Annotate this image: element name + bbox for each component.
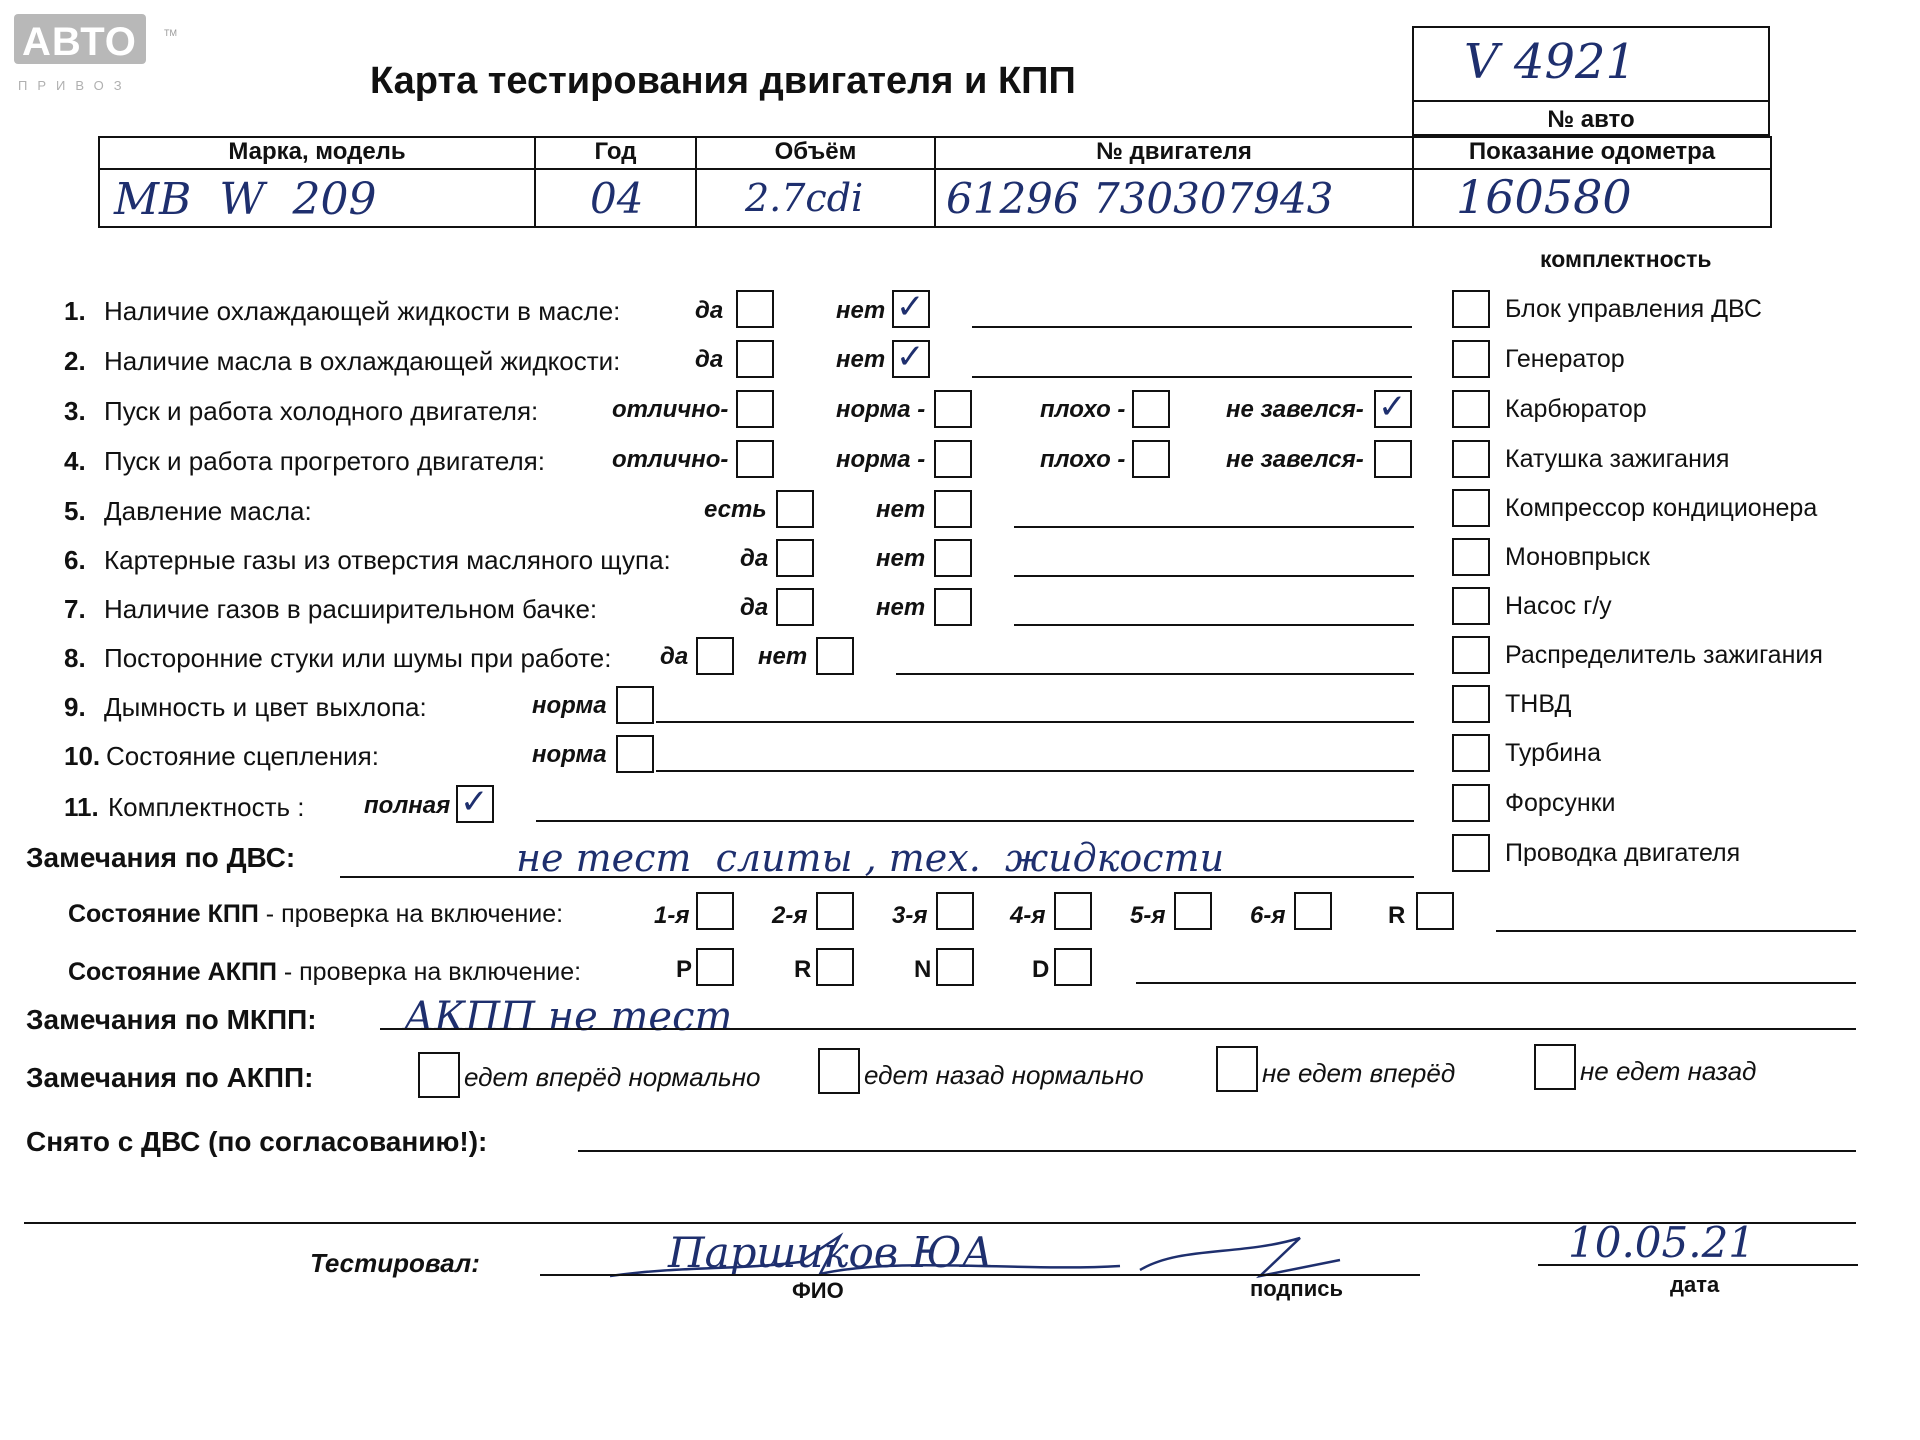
completeness-checkbox[interactable] [1452, 734, 1490, 772]
remarks-ice-line [340, 876, 1414, 878]
row-text: Пуск и работа прогретого двигателя: [104, 446, 545, 476]
completeness-item: Генератор [1505, 345, 1625, 373]
yes-checkbox[interactable] [776, 588, 814, 626]
vehicle-info-table [98, 136, 1772, 228]
comment-line [896, 673, 1414, 675]
row-number: 3. [64, 396, 86, 426]
option-label: плохо - [1040, 446, 1126, 473]
remarks-akpp-label: Замечания по АКПП: [26, 1062, 314, 1093]
mode-label: R [794, 956, 812, 983]
comment-line [972, 326, 1412, 328]
signature-icon [600, 1226, 1360, 1286]
option-label: да [695, 346, 724, 373]
completeness-checkbox[interactable] [1452, 390, 1490, 428]
completeness-checkbox[interactable] [1452, 685, 1490, 723]
mode-checkbox[interactable] [936, 948, 974, 986]
option-label: нет [876, 594, 926, 621]
no-checkbox-checked[interactable] [892, 337, 930, 378]
akpp-forward-ok-checkbox[interactable] [418, 1052, 460, 1098]
yes-checkbox[interactable] [696, 637, 734, 675]
page-title: Карта тестирования двигателя и КПП [370, 60, 1076, 102]
tester-name[interactable]: Паршиков ЮА [668, 1228, 994, 1277]
akpp-option-label: не едет назад [1580, 1056, 1757, 1086]
akpp-no-backward-checkbox[interactable] [1534, 1044, 1576, 1090]
gear-label: 6-я [1250, 902, 1286, 929]
completeness-checkbox[interactable] [1452, 784, 1490, 822]
completeness-checkbox[interactable] [1452, 636, 1490, 674]
akpp-label-rest: - проверка на включение: [276, 958, 582, 986]
option-label: нет [836, 297, 886, 324]
normal-checkbox[interactable] [616, 686, 654, 724]
row-text: Пуск и работа холодного двигателя: [104, 396, 539, 426]
akpp-no-forward-checkbox[interactable] [1216, 1046, 1258, 1092]
remarks-mkpp-line [380, 1028, 1856, 1030]
signature-label: подпись [1250, 1276, 1343, 1301]
no-checkbox[interactable] [816, 637, 854, 675]
akpp-comment-line [1136, 982, 1856, 984]
completeness-item: Турбина [1505, 739, 1601, 767]
car-number-value: V 4921 [1464, 34, 1637, 90]
row-number: 6. [64, 545, 86, 575]
row-text: Наличие масла в охлаждающей жидкости: [104, 346, 621, 376]
car-number-label: № авто [1547, 106, 1635, 133]
akpp-option-label: едет назад нормально [864, 1060, 1144, 1090]
normal-checkbox[interactable] [934, 440, 972, 478]
check-mark-icon: ✓ [460, 782, 489, 822]
remarks-ice-label: Замечания по ДВС: [26, 842, 296, 873]
completeness-checkbox[interactable] [1452, 538, 1490, 576]
option-label: не завелся- [1226, 396, 1364, 423]
excellent-checkbox[interactable] [736, 440, 774, 478]
kpp-label-bold: Состояние КПП [68, 900, 259, 928]
car-number-box [1412, 26, 1770, 136]
option-label: отлично- [612, 446, 729, 473]
mode-label: N [914, 956, 932, 983]
row-text: Комплектность : [108, 792, 305, 822]
gear-checkbox[interactable] [1174, 892, 1212, 930]
date-line [1538, 1264, 1858, 1266]
row-text: Наличие газов в расширительном бачке: [104, 594, 598, 624]
gear-label: 3-я [892, 902, 928, 929]
date-value[interactable]: 10.05.21 [1568, 1218, 1756, 1267]
comment-line [656, 770, 1414, 772]
option-label: да [740, 594, 769, 621]
option-label: плохо - [1040, 396, 1126, 423]
yes-checkbox[interactable] [776, 539, 814, 577]
header-volume: Объём [774, 138, 857, 165]
excellent-checkbox[interactable] [736, 390, 774, 428]
option-label: норма - [836, 396, 926, 423]
completeness-item: Насос г/у [1505, 592, 1612, 620]
row-number: 5. [64, 496, 86, 526]
completeness-item: Блок управления ДВС [1505, 295, 1762, 323]
completeness-item: Компрессор кондиционера [1505, 494, 1818, 522]
logo [14, 14, 177, 93]
kpp-label [68, 900, 563, 929]
logo-main-text: АВТО [22, 20, 137, 64]
removed-label: Снято с ДВС (по согласованию!): [26, 1126, 488, 1157]
comment-line [656, 721, 1414, 723]
check-mark-icon: ✓ [896, 337, 925, 377]
option-label: норма [532, 741, 607, 768]
comment-line [536, 820, 1414, 822]
comment-line [1014, 575, 1414, 577]
header-brand-model: Марка, модель [228, 138, 406, 165]
kpp-label-rest: - проверка на включение: [258, 900, 564, 928]
check-mark-icon: ✓ [1378, 387, 1407, 427]
no-checkbox[interactable] [934, 539, 972, 577]
option-label: нет [836, 346, 886, 373]
row-text: Наличие охлаждающей жидкости в масле: [104, 296, 621, 326]
kpp-comment-line [1496, 930, 1856, 932]
tested-label: Тестировал: [310, 1248, 480, 1278]
gear-label: 5-я [1130, 902, 1166, 929]
row-number: 8. [64, 643, 86, 673]
date-label: дата [1670, 1272, 1720, 1297]
logo-sub-text: ПРИВОЗ [18, 78, 132, 93]
normal-checkbox[interactable] [934, 390, 972, 428]
option-label: норма - [836, 446, 926, 473]
completeness-item: Форсунки [1505, 789, 1616, 817]
gear-label: R [1388, 902, 1406, 929]
value-year: 04 [590, 174, 644, 223]
value-odometer: 160580 [1456, 170, 1632, 224]
gear-label: 2-я [772, 902, 808, 929]
completeness-item: ТНВД [1505, 690, 1572, 718]
gear-checkbox[interactable] [1416, 892, 1454, 930]
fio-label: ФИО [792, 1278, 844, 1303]
completeness-checkbox[interactable] [1452, 290, 1490, 328]
completeness-checkbox[interactable] [1452, 587, 1490, 625]
remarks-ice-value[interactable]: не тест слиты , тех. жидкости [516, 836, 1225, 880]
completeness-checkbox[interactable] [1452, 440, 1490, 478]
check-mark-icon: ✓ [896, 287, 925, 327]
mode-checkbox[interactable] [1054, 948, 1092, 986]
completeness-item: Моновпрыск [1505, 543, 1650, 571]
absent-checkbox[interactable] [934, 490, 972, 528]
comment-line [972, 376, 1412, 378]
option-label: да [740, 545, 769, 572]
row-number: 9. [64, 692, 86, 722]
car-number-divider [1414, 100, 1768, 102]
removed-line [578, 1150, 1856, 1152]
gear-checkbox[interactable] [936, 892, 974, 930]
header-year: Год [594, 138, 637, 165]
gear-label: 1-я [654, 902, 690, 929]
completeness-checkbox[interactable] [1452, 489, 1490, 527]
akpp-label-bold: Состояние АКПП [68, 958, 277, 986]
gear-checkbox[interactable] [1294, 892, 1332, 930]
row-number: 11. [64, 792, 99, 822]
gear-checkbox[interactable] [1054, 892, 1092, 930]
akpp-option-label: едет вперёд нормально [464, 1062, 761, 1092]
completeness-item: Катушка зажигания [1505, 445, 1730, 473]
yes-checkbox[interactable] [736, 340, 774, 378]
value-volume: 2.7cdi [745, 176, 864, 220]
option-label: да [695, 297, 724, 324]
mode-checkbox[interactable] [816, 948, 854, 986]
yes-checkbox[interactable] [736, 290, 774, 328]
option-label: норма [532, 692, 607, 719]
header-engine-number: № двигателя [1096, 138, 1252, 165]
option-label: нет [876, 496, 926, 523]
full-checkbox-checked[interactable] [456, 782, 494, 823]
completeness-item: Распределитель зажигания [1505, 641, 1823, 669]
option-label: не завелся- [1226, 446, 1364, 473]
comment-line [1014, 624, 1414, 626]
row-number: 4. [64, 446, 86, 476]
remarks-mkpp-value[interactable]: АКПП не тест [404, 994, 733, 1040]
completeness-item: Карбюратор [1505, 395, 1647, 423]
row-number: 2. [64, 346, 86, 376]
akpp-backward-ok-checkbox[interactable] [818, 1048, 860, 1094]
row-text: Посторонние стуки или шумы при работе: [104, 643, 612, 673]
normal-checkbox[interactable] [616, 735, 654, 773]
bad-checkbox[interactable] [1132, 390, 1170, 428]
option-label: есть [704, 496, 767, 523]
row-number: 7. [64, 594, 86, 624]
completeness-checkbox[interactable] [1452, 340, 1490, 378]
no-checkbox-checked[interactable] [892, 287, 930, 328]
row-text: Дымность и цвет выхлопа: [104, 692, 427, 722]
mode-label: D [1032, 956, 1050, 983]
row-number: 10. [64, 741, 101, 771]
row-text: Состояние сцепления: [106, 741, 379, 771]
gear-checkbox[interactable] [816, 892, 854, 930]
completeness-title: комплектность [1540, 246, 1712, 272]
option-label: отлично- [612, 396, 729, 423]
gear-checkbox[interactable] [696, 892, 734, 930]
mode-checkbox[interactable] [696, 948, 734, 986]
value-brand-model: MB W 209 [114, 174, 377, 225]
row-number: 1. [64, 296, 86, 326]
row-text: Давление масла: [104, 496, 312, 526]
present-checkbox[interactable] [776, 490, 814, 528]
no-checkbox[interactable] [934, 588, 972, 626]
option-label: да [660, 643, 689, 670]
row-text: Картерные газы из отверстия масляного щупа: [104, 545, 671, 575]
mode-label: P [676, 956, 693, 983]
completeness-item: Проводка двигателя [1505, 839, 1741, 867]
option-label: нет [758, 643, 808, 670]
logo-tm: TM [164, 28, 177, 38]
comment-line [1014, 526, 1414, 528]
completeness-checkbox[interactable] [1452, 834, 1490, 872]
value-engine-number: 61296 730307943 [946, 174, 1334, 223]
option-label: нет [876, 545, 926, 572]
akpp-option-label: не едет вперёд [1262, 1058, 1456, 1088]
not-started-checkbox-checked[interactable] [1374, 387, 1412, 428]
option-label: полная [364, 792, 451, 819]
not-started-checkbox[interactable] [1374, 440, 1412, 478]
akpp-label [68, 958, 581, 987]
gear-label: 4-я [1010, 902, 1046, 929]
remarks-mkpp-label: Замечания по МКПП: [26, 1004, 317, 1035]
bad-checkbox[interactable] [1132, 440, 1170, 478]
header-odometer: Показание одометра [1468, 138, 1716, 165]
